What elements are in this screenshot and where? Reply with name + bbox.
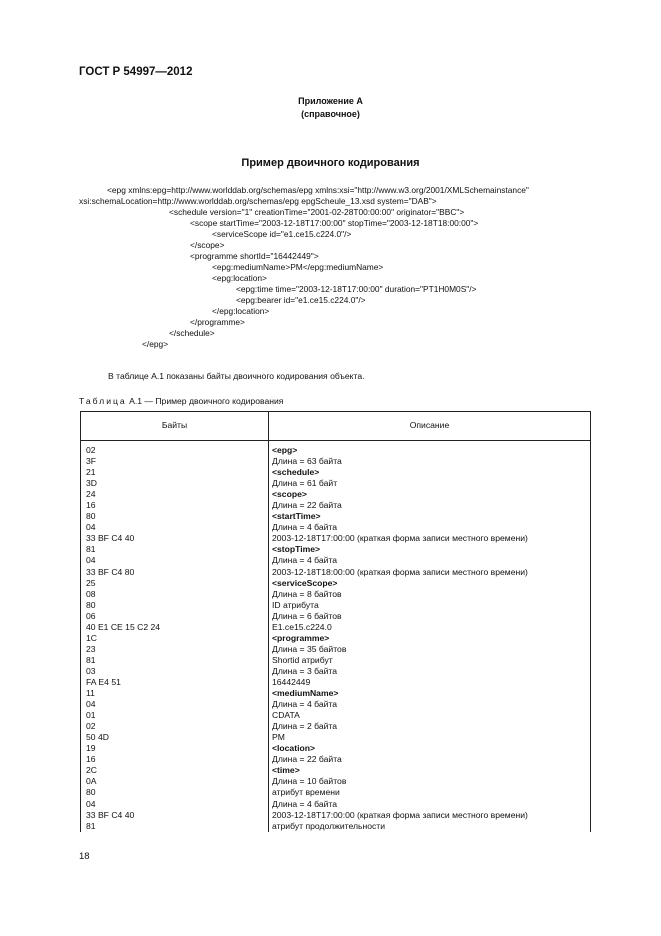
description-value: <startTime> <box>272 511 321 522</box>
byte-value: 11 <box>86 688 95 699</box>
description-value: Длина = 61 байт <box>272 478 338 489</box>
xml-line: <epg xmlns:epg=http://www.worlddab.org/schemas/epg xmlns:xsi="http://www.w3.org/2001/XMLSchemainstance" <box>107 185 529 195</box>
description-value: <stopTime> <box>272 544 321 555</box>
annex-type: (справочное) <box>301 109 360 119</box>
description-value: Длина = 8 байтов <box>272 588 342 599</box>
description-value: Длина = 10 байтов <box>272 776 347 787</box>
xml-line: <schedule version="1" creationTime="2001-02-28T00:00:00" originator="BBC"> <box>169 207 465 217</box>
xml-line: <serviceScope id="e1.ce15.c224.0"/> <box>212 229 352 239</box>
annex-title: Приложение А <box>298 96 363 106</box>
xml-line: <epg:location> <box>212 273 267 283</box>
byte-value: 03 <box>86 665 96 676</box>
byte-value: 02 <box>86 445 96 455</box>
xml-line: <epg:mediumName>PM</epg:mediumName> <box>212 262 384 272</box>
description-value: 2003-12-18T17:00:00 (краткая форма записи местного времени) <box>272 533 528 544</box>
description-value: 2003-12-18T18:00:00 (краткая форма записи местного времени) <box>272 566 528 577</box>
table-caption <box>79 396 283 406</box>
standard-header: ГОСТ Р 54997—2012 <box>79 66 193 78</box>
xml-line: </scope> <box>190 240 225 250</box>
byte-value: 33 BF C4 40 <box>86 809 135 820</box>
xml-line: <epg:time time="2003-12-18T17:00:00" duration="PT1H0M0S"/> <box>236 284 477 294</box>
description-value: Длина = 63 байта <box>272 456 342 467</box>
description-value: Длина = 4 байта <box>272 699 338 710</box>
byte-value: 33 BF C4 40 <box>86 533 135 544</box>
byte-value: FA E4 51 <box>86 676 121 687</box>
description-value: Shortid атрибут <box>272 654 333 665</box>
description-value: PM <box>272 732 285 743</box>
xml-line: <epg:bearer id="e1.ce15.c224.0"/> <box>236 295 366 305</box>
byte-value: 80 <box>86 511 96 522</box>
table-caption-label: Таблица <box>79 396 127 406</box>
description-value: 16442449 <box>272 676 311 687</box>
byte-value: 3F <box>86 456 97 467</box>
byte-value: 04 <box>86 699 96 710</box>
description-value: <time> <box>272 765 300 776</box>
xml-line: </epg:location> <box>212 306 270 316</box>
page-number: 18 <box>79 851 90 862</box>
description-value: атрибут продолжительности <box>272 820 386 831</box>
description-value: Длина = 22 байта <box>272 500 342 511</box>
byte-value: 24 <box>86 489 96 500</box>
description-value: Длина = 2 байта <box>272 721 338 732</box>
description-value: Длина = 22 байта <box>272 754 342 765</box>
description-value: Длина = 3 байта <box>272 665 338 676</box>
column-header-description: Описание <box>269 412 591 441</box>
byte-value: 16 <box>86 500 96 511</box>
byte-value: 04 <box>86 798 96 809</box>
byte-value: 19 <box>86 743 96 754</box>
byte-value: 80 <box>86 787 96 798</box>
table-caption-text: А.1 — Пример двоичного кодирования <box>126 396 284 406</box>
xml-line: </epg> <box>142 339 169 349</box>
byte-value: 81 <box>86 544 96 555</box>
description-value: Длина = 4 байта <box>272 798 338 809</box>
description-value: <schedule> <box>272 467 320 478</box>
byte-value: 04 <box>86 522 96 533</box>
description-value: <serviceScope> <box>272 577 338 588</box>
byte-value: 04 <box>86 555 96 566</box>
byte-value: 81 <box>86 820 96 831</box>
description-value: 2003-12-18T17:00:00 (краткая форма записи местного времени) <box>272 809 528 820</box>
description-value: E1.ce15.c224.0 <box>272 621 332 632</box>
xml-line: <scope startTime="2003-12-18T17:00:00" stopTime="2003-12-18T18:00:00"> <box>190 218 479 228</box>
xml-line: </schedule> <box>169 328 215 338</box>
description-value: CDATA <box>272 710 300 721</box>
example-title: Пример двоичного кодирования <box>241 157 420 169</box>
description-value: атрибут времени <box>272 787 340 798</box>
xml-line: </programme> <box>190 317 245 327</box>
byte-value: 0A <box>86 776 97 787</box>
byte-value: 3D <box>86 478 97 489</box>
description-value: ID атрибута <box>272 599 319 610</box>
byte-value: 16 <box>86 754 96 765</box>
description-column <box>269 445 591 832</box>
byte-value: 01 <box>86 710 96 721</box>
byte-value: 50 4D <box>86 732 109 743</box>
byte-value: 40 E1 CE 15 C2 24 <box>86 621 161 632</box>
byte-value: 1C <box>86 632 97 643</box>
description-value: <location> <box>272 743 315 754</box>
description-value: <scope> <box>272 489 307 500</box>
byte-value: 80 <box>86 599 96 610</box>
byte-value: 2C <box>86 765 97 776</box>
description-value: Длина = 35 байтов <box>272 643 347 654</box>
description-value: <epg> <box>272 445 298 455</box>
binary-encoding-table <box>80 411 591 832</box>
description-value: <mediumName> <box>272 688 339 699</box>
description-value: <programme> <box>272 632 330 643</box>
description-value: Длина = 6 байтов <box>272 610 342 621</box>
table-body-row <box>81 445 591 832</box>
byte-value: 23 <box>86 643 96 654</box>
byte-value: 06 <box>86 610 96 621</box>
description-value: Длина = 4 байта <box>272 555 338 566</box>
table-intro-paragraph: В таблице А.1 показаны байты двоичного кодирования объекта. <box>108 371 365 381</box>
bytes-column <box>81 445 269 832</box>
byte-value: 21 <box>86 467 96 478</box>
xml-line: xsi:schemaLocation=http://www.worlddab.org/schemas/epg epgScheule_13.xsd system="DAB"> <box>79 196 437 206</box>
byte-value: 08 <box>86 588 96 599</box>
xml-line: <programme shortId="16442449"> <box>190 251 319 261</box>
column-header-bytes: Байты <box>81 412 269 441</box>
description-value: Длина = 4 байта <box>272 522 338 533</box>
byte-value: 81 <box>86 654 96 665</box>
byte-value: 02 <box>86 721 96 732</box>
byte-value: 33 BF C4 80 <box>86 566 135 577</box>
byte-value: 25 <box>86 577 96 588</box>
